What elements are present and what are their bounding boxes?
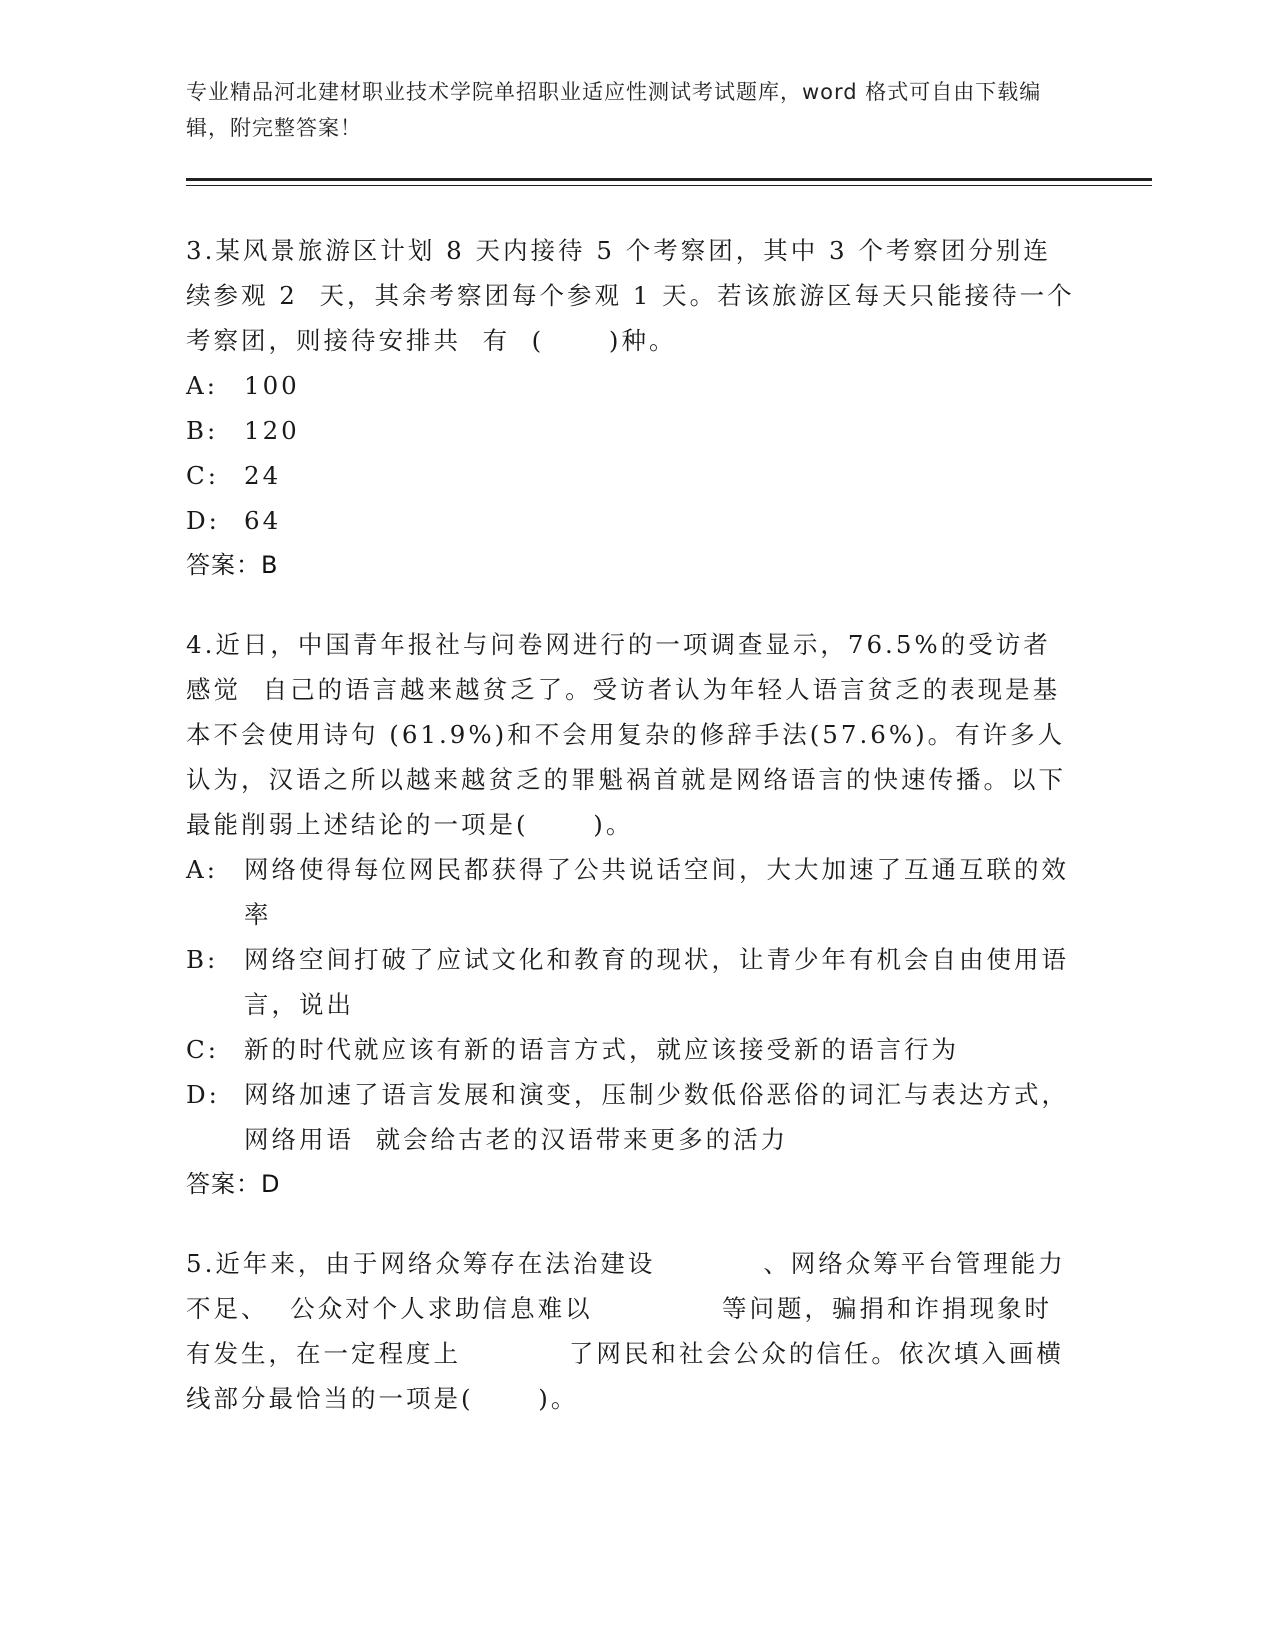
option-text: 新的时代就应该有新的语言方式，就应该接受新的语言行为: [244, 1035, 959, 1064]
question-3-option-d: [186, 498, 1076, 543]
question-3-answer: 答案：B: [186, 551, 279, 579]
question-3: [186, 228, 1076, 588]
option-text: 24: [244, 461, 282, 490]
question-4-option-d: [186, 1072, 1076, 1162]
option-label: C:: [186, 461, 220, 490]
question-4-option-a: [186, 847, 1076, 937]
question-list: [186, 228, 1076, 1455]
question-4-option-c: [186, 1027, 1076, 1072]
option-text: 120: [244, 416, 300, 445]
option-text: 100: [244, 371, 300, 400]
option-text: 网络使得每位网民都获得了公共说话空间，大大加速了互通互联的效率: [244, 855, 1069, 929]
question-3-option-b: [186, 408, 1076, 453]
header-rule-thick: [186, 178, 1152, 181]
option-text: 64: [244, 506, 282, 535]
option-label: B:: [186, 945, 219, 974]
question-4-answer: 答案：D: [186, 1170, 281, 1198]
question-5-text: 5.近年来，由于网络众筹存在法治建设 、网络众筹平台管理能力不足、 公众对个人求助信息难以 等问题，骗捐和诈捐现象时有发生，在一定程度上 了网民和社会公众的信任。依次填入画横线部分最恰当的一项是( )。: [186, 1249, 1066, 1413]
question-4-option-b: [186, 937, 1076, 1027]
question-3-text: 3.某风景旅游区计划 8 天内接待 5 个考察团，其中 3 个考察团分别连续参观 2 天，其余考察团每个参观 1 天。若该旅游区每天只能接待一个考察团，则接待安排共 有 ( )种。: [186, 236, 1075, 355]
question-3-option-c: [186, 453, 1076, 498]
option-text: 网络空间打破了应试文化和教育的现状，让青少年有机会自由使用语言，说出: [244, 945, 1069, 1019]
option-label: A:: [186, 855, 218, 884]
document-header: 专业精品河北建材职业技术学院单招职业适应性测试考试题库，word 格式可自由下载编辑，附完整答案！: [186, 80, 1042, 140]
option-label: B:: [186, 416, 219, 445]
option-label: D:: [186, 506, 220, 535]
question-4: [186, 622, 1076, 1207]
option-text: 网络加速了语言发展和演变，压制少数低俗恶俗的词汇与表达方式，网络用语 就会给古老的汉语带来更多的活力: [244, 1080, 1069, 1154]
question-3-option-a: [186, 363, 1076, 408]
option-label: D:: [186, 1080, 220, 1109]
question-4-text: 4.近日，中国青年报社与问卷网进行的一项调查显示，76.5%的受访者感觉 自己的语言越来越贫乏了。受访者认为年轻人语言贫乏的表现是基本不会使用诗句 (61.9%)和不会用复杂的修辞手法(57.6%)。有许多人认为，汉语之所以越来越贫乏的罪魁祸首就是网络语言的快速传播。以下最能削弱上述结论的一项是( )。: [186, 630, 1066, 839]
option-label: C:: [186, 1035, 220, 1064]
header-rule-thin: [186, 185, 1152, 186]
option-label: A:: [186, 371, 218, 400]
question-5: [186, 1241, 1076, 1421]
